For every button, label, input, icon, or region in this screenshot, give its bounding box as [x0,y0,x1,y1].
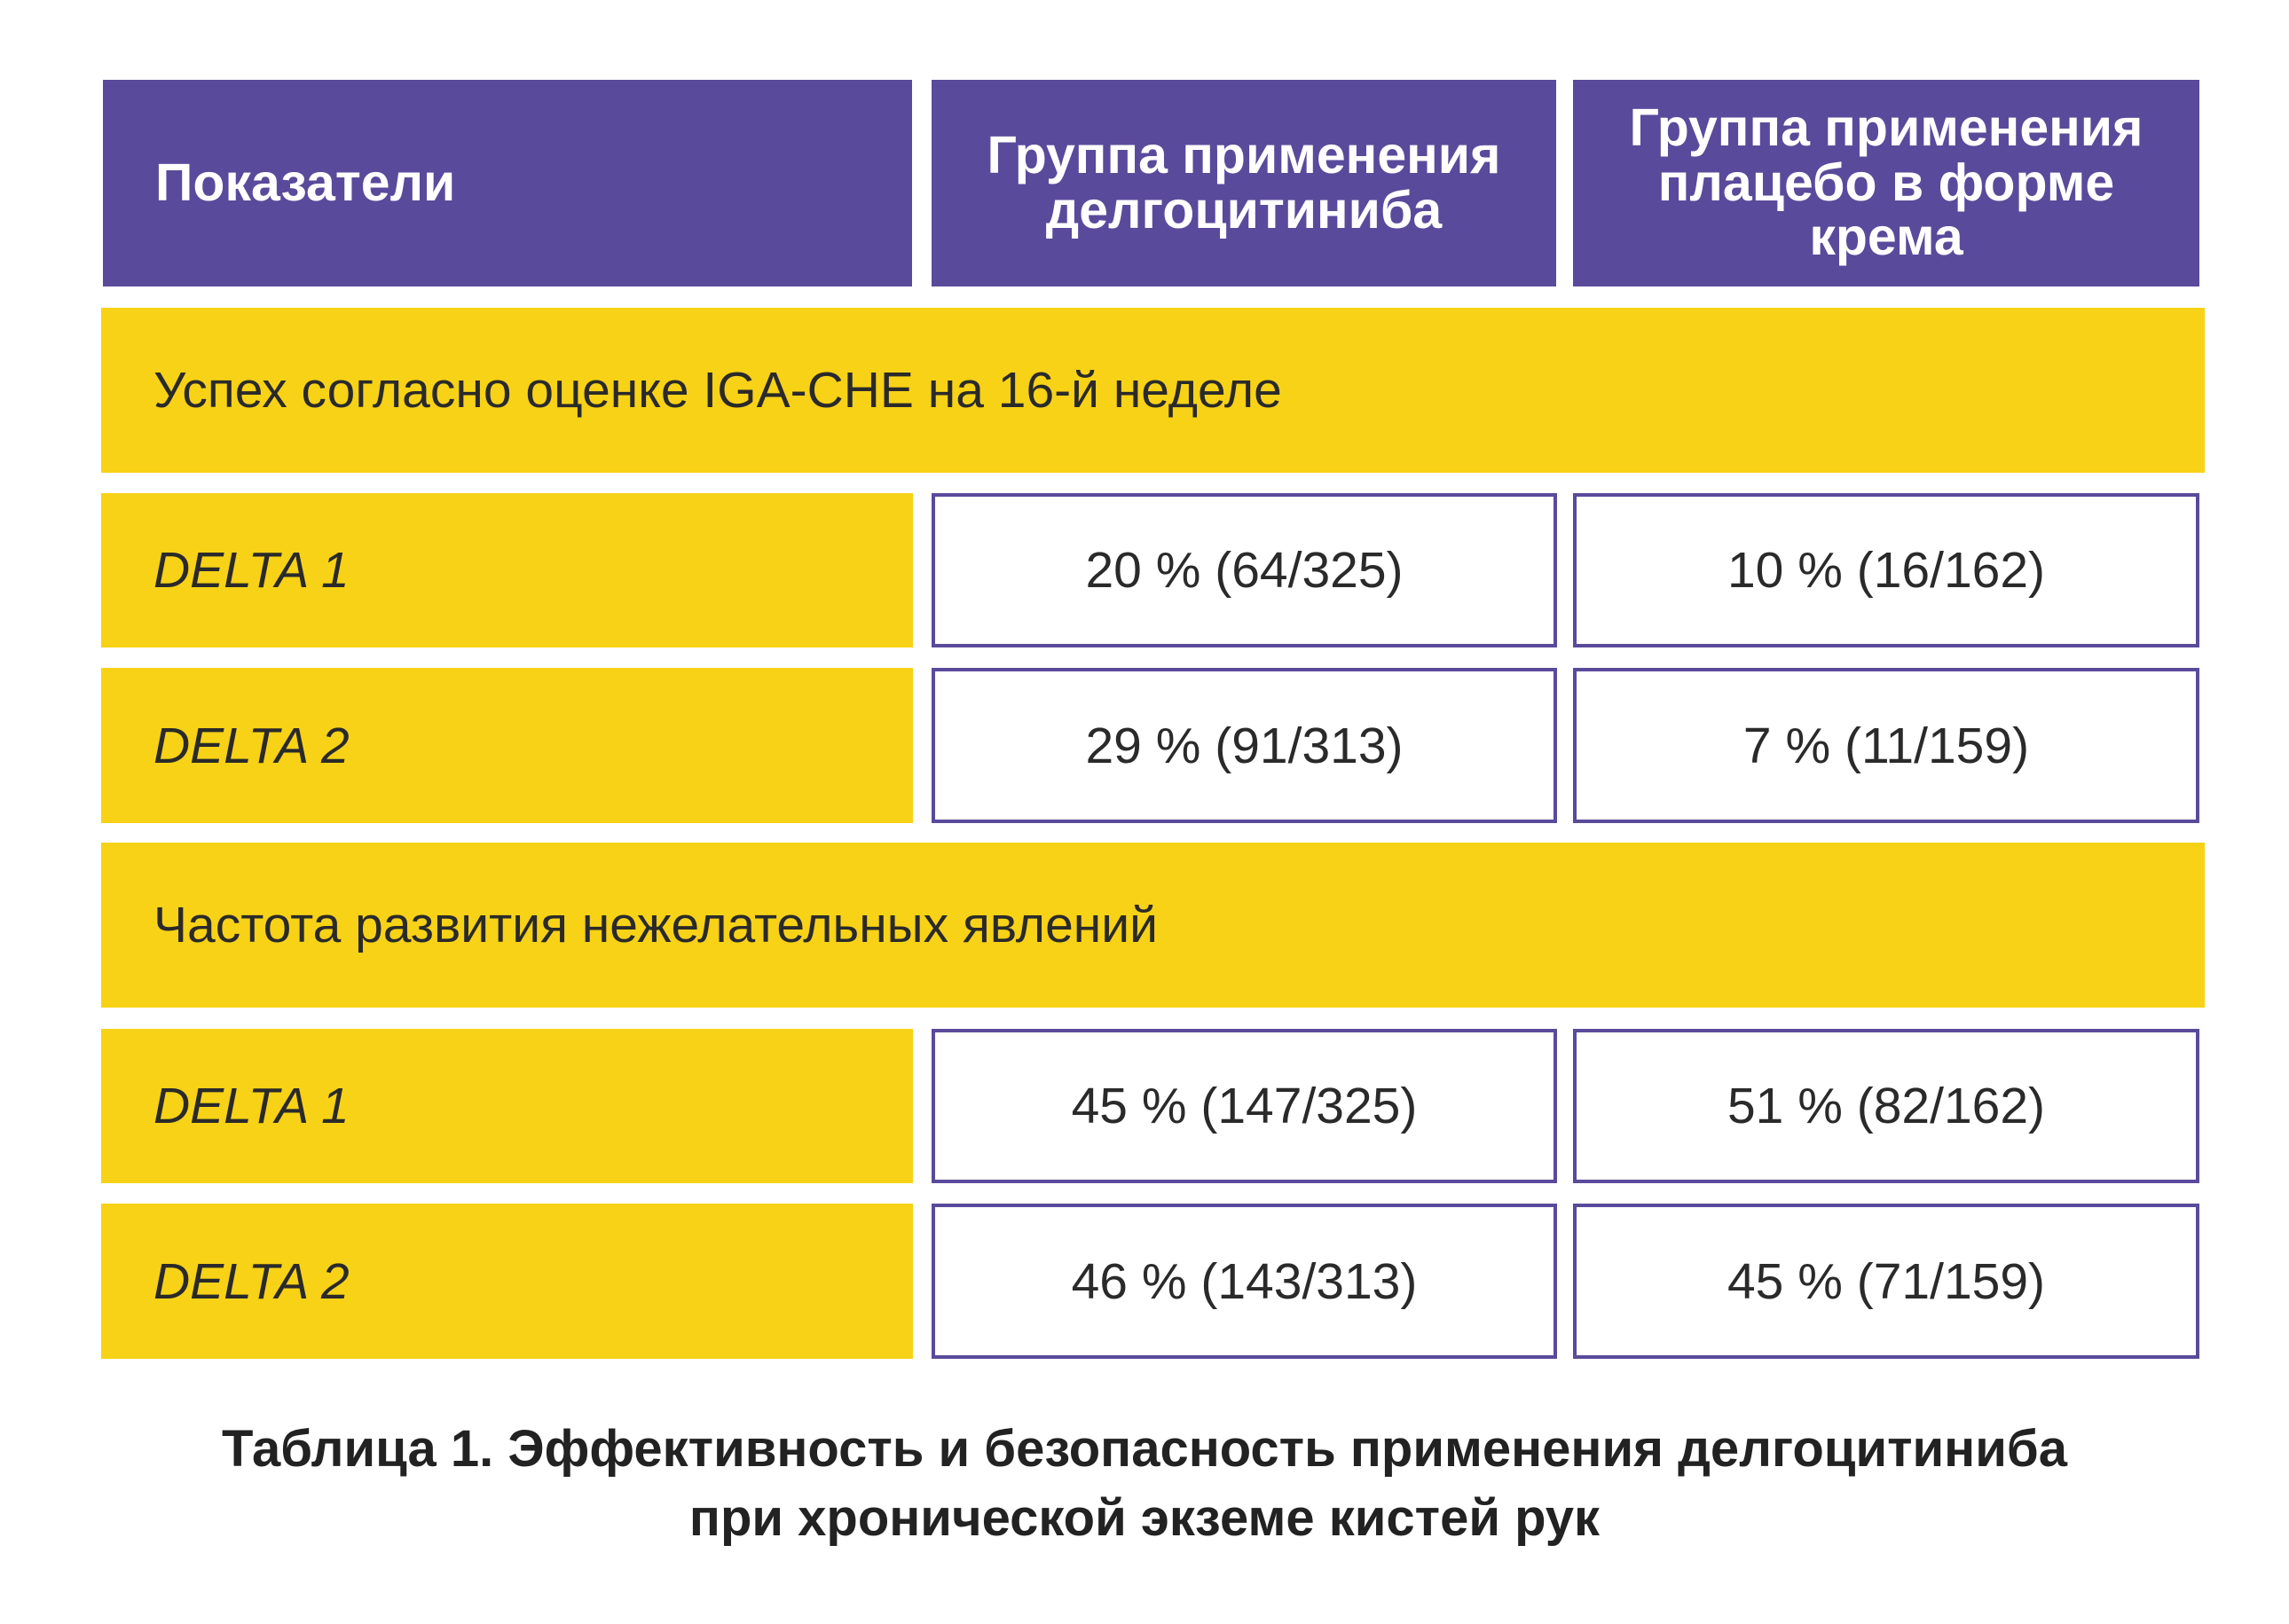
value-text: 51 % (82/162) [1727,1078,2046,1134]
row-label-text: DELTA 1 [153,542,350,599]
row-label-delta2 [101,1204,913,1359]
row-label-delta2 [101,668,913,823]
value-text: 29 % (91/313) [1085,717,1404,774]
cell-placebo-value [1573,1029,2199,1183]
value-text: 46 % (143/313) [1071,1252,1418,1310]
value-text: 10 % (16/162) [1727,542,2046,599]
value-text: 7 % (11/159) [1742,717,2030,774]
value-text: 20 % (64/325) [1085,542,1404,599]
header-placebo-line3: крема [1809,208,1963,267]
header-indicators [103,80,912,286]
cell-delgocitinib-value [932,1204,1557,1359]
cell-placebo-value [1573,493,2199,647]
section-title-text: Частота развития нежелательных явлений [153,897,1158,953]
cell-delgocitinib-value [932,668,1557,823]
table-caption [0,1415,2289,1553]
row-label-text: DELTA 2 [153,1252,350,1310]
section-title-text: Успех согласно оценке IGA-CHE на 16-й неделе [153,362,1282,419]
cell-delgocitinib-value [932,493,1557,647]
cell-placebo-value [1573,1204,2199,1359]
section-title-iga-che [101,308,2205,473]
row-label-text: DELTA 2 [153,717,350,774]
header-placebo-group [1573,80,2199,286]
row-label-text: DELTA 1 [153,1078,350,1134]
header-placebo-line1: Группа применения [1629,98,2143,158]
header-delgocitinib-line2: делгоцитиниба [1045,180,1443,239]
header-indicators-label: Показатели [155,153,456,212]
caption-line1: Таблица 1. Эффективность и безопасность применения делгоцитиниба [222,1420,2067,1478]
row-label-delta1 [101,1029,913,1183]
cell-delgocitinib-value [932,1029,1557,1183]
header-delgocitinib-line1: Группа применения [987,126,1501,185]
header-delgocitinib-group [932,80,1556,286]
header-delgocitinib-label [987,126,1501,239]
caption-line2: при хронической экземе кистей рук [688,1489,1601,1547]
cell-placebo-value [1573,668,2199,823]
value-text: 45 % (71/159) [1727,1252,2046,1310]
header-placebo-label [1629,98,2143,267]
row-label-delta1 [101,493,913,647]
header-placebo-line2: плацебо в форме [1657,153,2115,212]
section-title-adverse-events [101,843,2205,1008]
value-text: 45 % (147/325) [1071,1078,1418,1134]
